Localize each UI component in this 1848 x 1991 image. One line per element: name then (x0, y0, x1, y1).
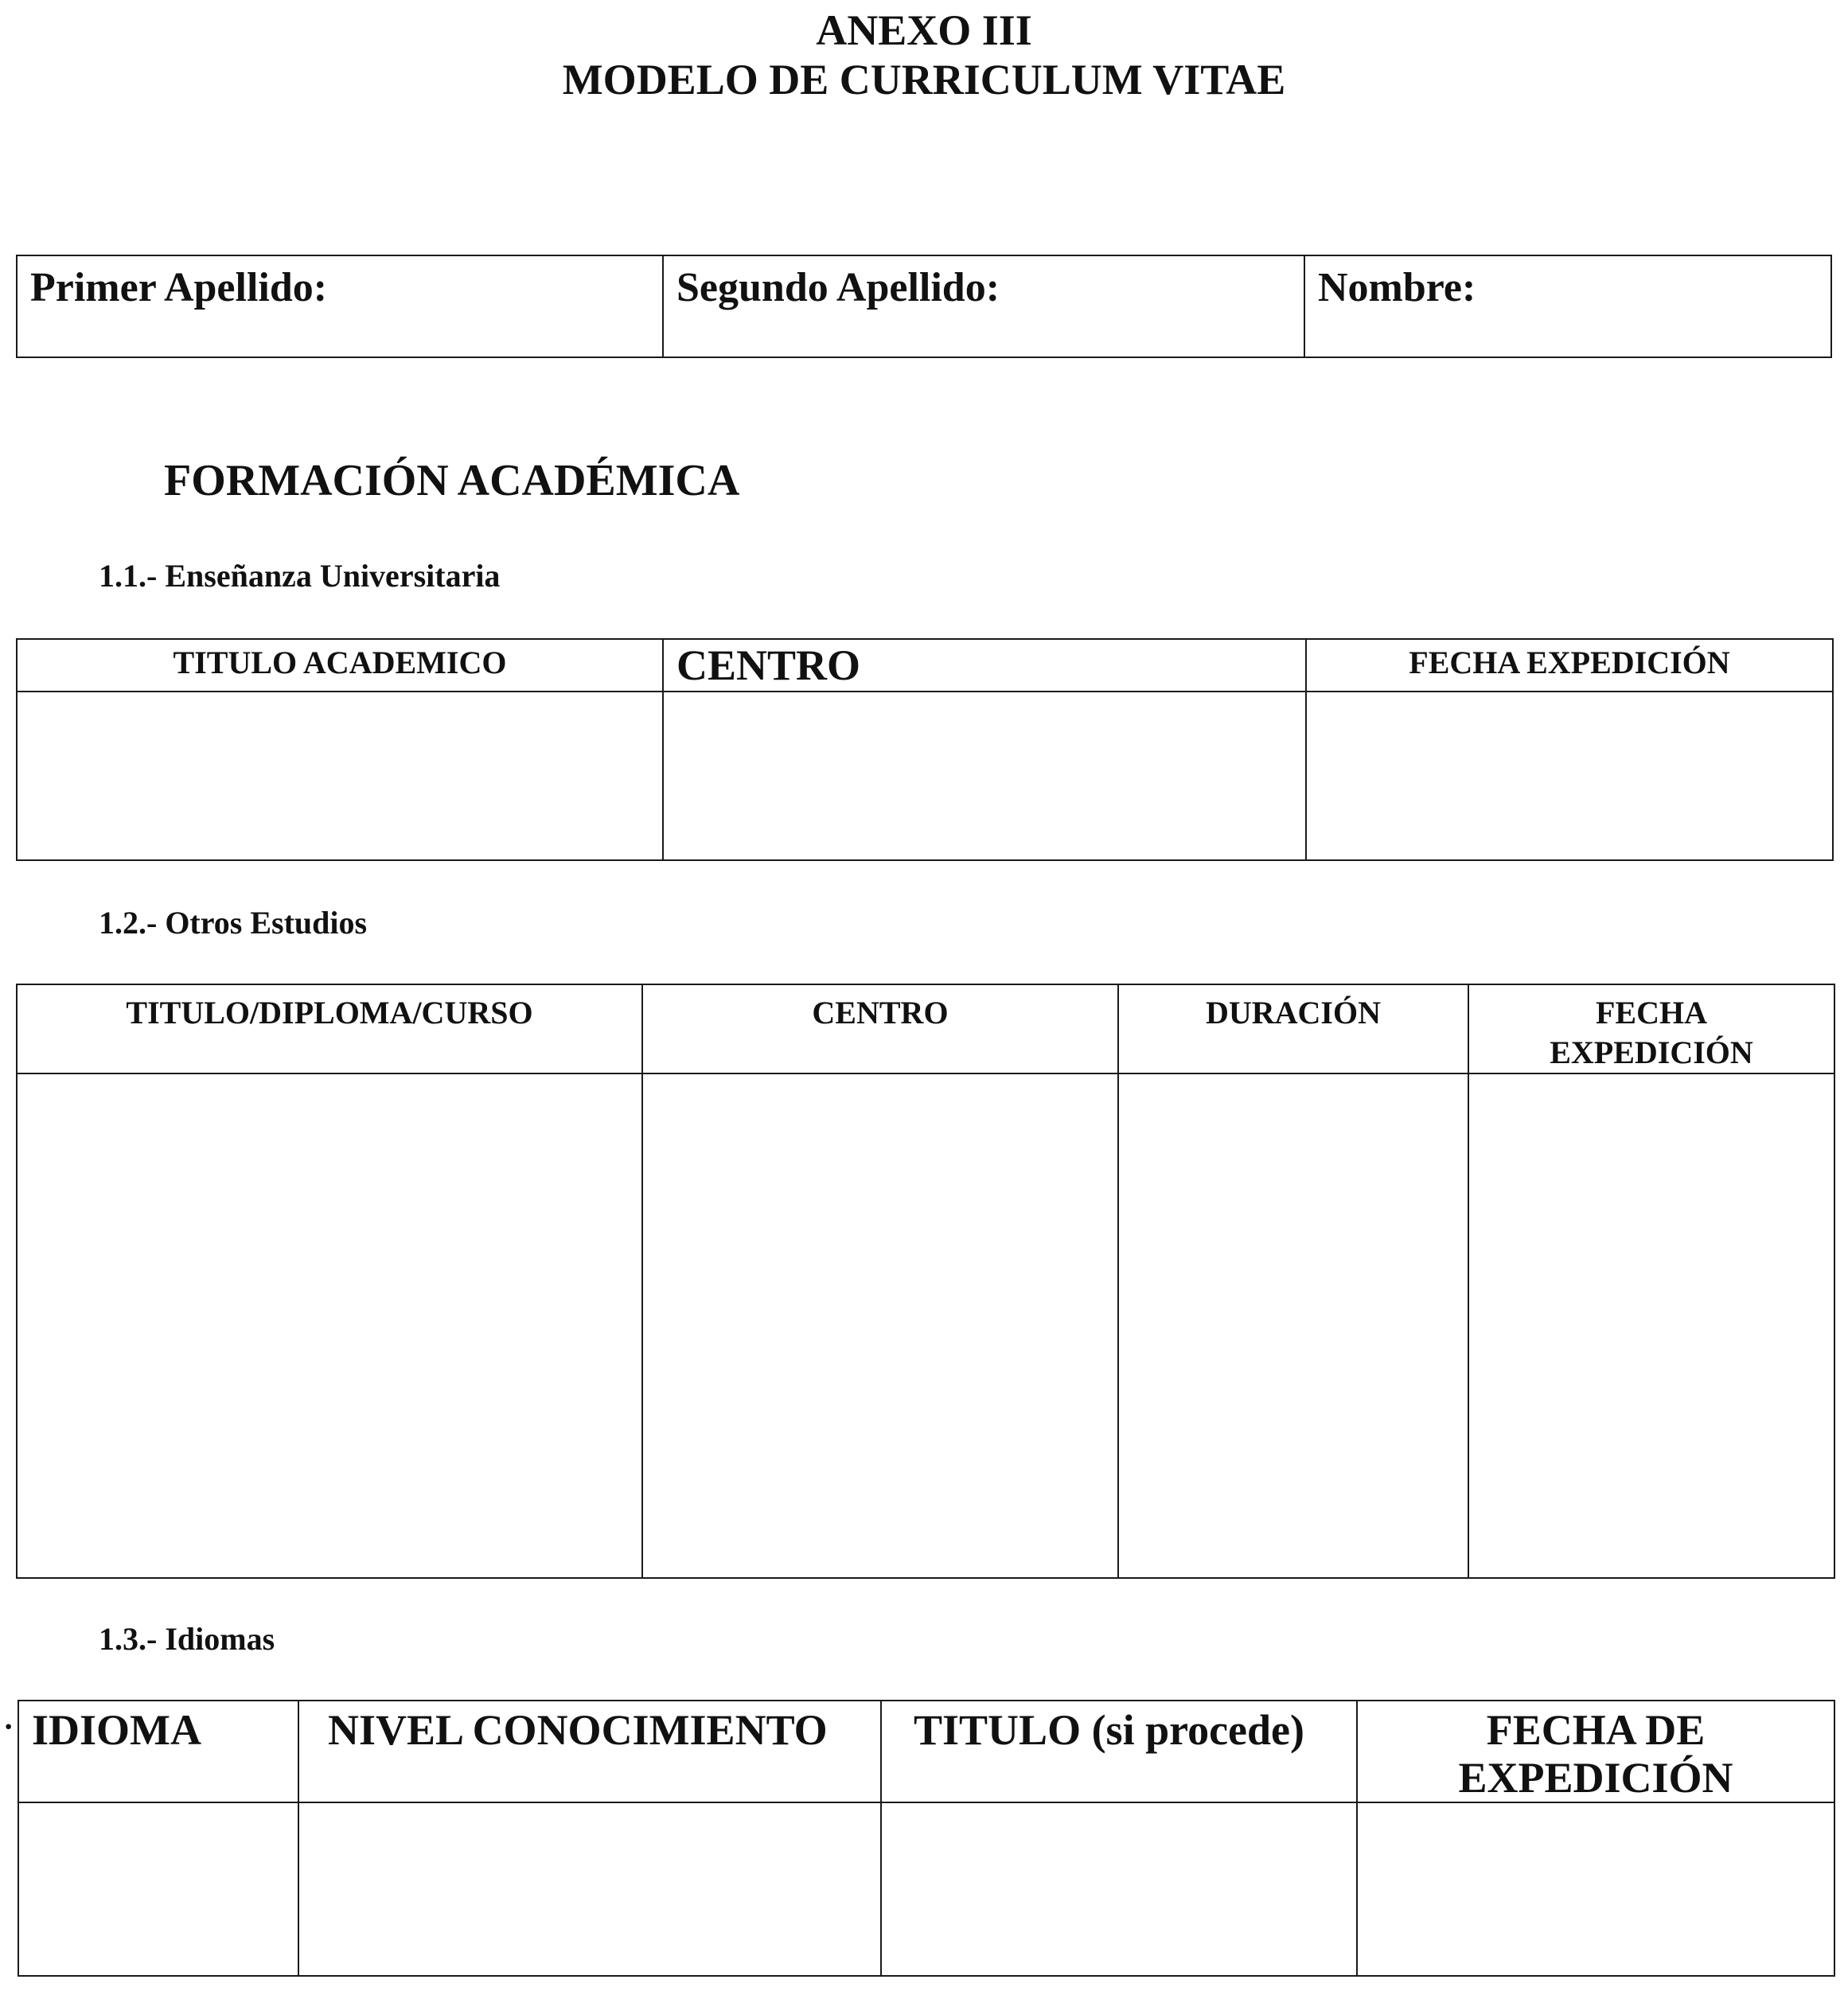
first-surname-label: Primer Apellido: (30, 265, 328, 310)
other-cell-title[interactable] (17, 1073, 642, 1578)
other-cell-duration[interactable] (1118, 1073, 1468, 1578)
second-surname-field[interactable] (663, 255, 1304, 357)
lang-cell-language[interactable] (18, 1802, 298, 1976)
name-label: Nombre: (1318, 265, 1476, 310)
lang-col-certificate: TITULO (si procede) (881, 1701, 1357, 1802)
university-col-center: CENTRO (663, 639, 1306, 692)
other-col-duration: DURACIÓN (1118, 984, 1468, 1073)
lang-col-language: IDIOMA (18, 1701, 298, 1802)
other-studies-table (16, 984, 1835, 1579)
university-heading: 1.1.- Enseñanza Universitaria (99, 558, 501, 594)
margin-dot: · (3, 1709, 14, 1744)
other-col-date: FECHA EXPEDICIÓN (1468, 984, 1834, 1073)
other-col-title: TITULO/DIPLOMA/CURSO (17, 984, 642, 1073)
university-cell-title[interactable] (17, 692, 663, 860)
university-col-title: TITULO ACADEMICO (17, 639, 663, 692)
university-cell-center[interactable] (663, 692, 1306, 860)
annex-label: ANEXO III (816, 6, 1032, 54)
lang-col-level: NIVEL CONOCIMIENTO (298, 1701, 881, 1802)
name-field[interactable] (1304, 255, 1831, 357)
personal-data-table (16, 255, 1832, 358)
languages-table (18, 1700, 1835, 1977)
second-surname-label: Segundo Apellido: (676, 265, 1000, 310)
university-col-date: FECHA EXPEDICIÓN (1306, 639, 1833, 692)
lang-col-date: FECHA DE EXPEDICIÓN (1357, 1701, 1834, 1802)
lang-cell-certificate[interactable] (881, 1802, 1357, 1976)
university-cell-date[interactable] (1306, 692, 1833, 860)
document-title: MODELO DE CURRICULUM VITAE (562, 56, 1286, 103)
other-cell-date[interactable] (1468, 1073, 1834, 1578)
languages-heading: 1.3.- Idiomas (99, 1621, 275, 1657)
first-surname-field[interactable] (17, 255, 663, 357)
other-cell-center[interactable] (642, 1073, 1118, 1578)
lang-cell-date[interactable] (1357, 1802, 1834, 1976)
section-title: FORMACIÓN ACADÉMICA (164, 456, 740, 505)
lang-cell-level[interactable] (298, 1802, 881, 1976)
university-table (16, 638, 1834, 861)
other-studies-heading: 1.2.- Otros Estudios (99, 905, 368, 941)
other-col-center: CENTRO (642, 984, 1118, 1073)
